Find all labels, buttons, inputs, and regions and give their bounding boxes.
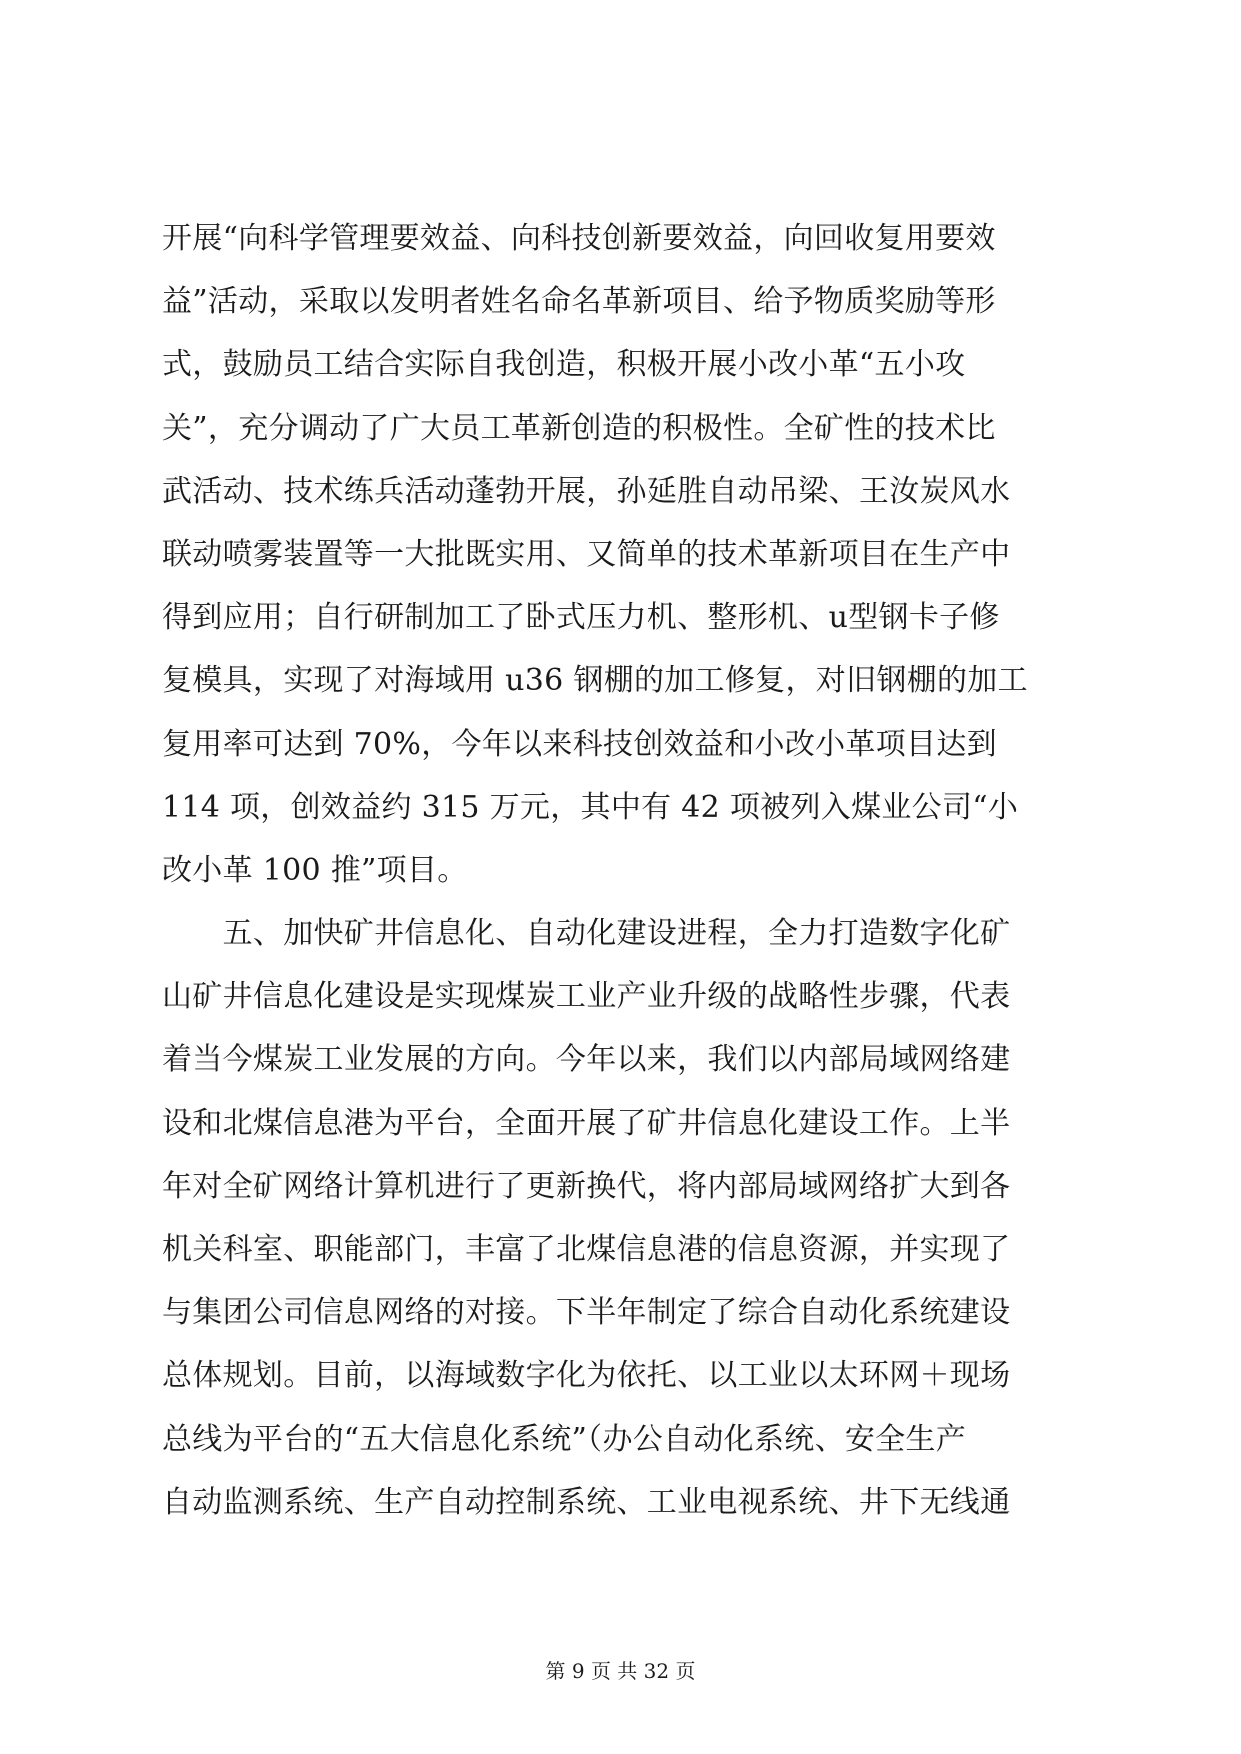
page-number-footer: 第 9 页 共 32 页	[545, 1659, 696, 1683]
text-line: 114 项，创效益约 315 万元，其中有 42 项被列入煤业公司“小	[162, 789, 1019, 825]
text-line: 自动监测系统、生产自动控制系统、工业电视系统、井下无线通	[162, 1484, 1011, 1520]
text-line: 复模具，实现了对海域用 u36 钢棚的加工修复，对旧钢棚的加工	[162, 663, 1028, 699]
text-line: 得到应用；自行研制加工了卧式压力机、整形机、u型钢卡子修	[162, 600, 1000, 636]
text-line: 益”活动，采取以发明者姓名命名革新项目、给予物质奖励等形	[162, 284, 996, 320]
text-line: 与集团公司信息网络的对接。下半年制定了综合自动化系统建设	[162, 1295, 1011, 1331]
text-line: 年对全矿网络计算机进行了更新换代，将内部局域网络扩大到各	[162, 1168, 1011, 1204]
text-line: 式，鼓励员工结合实际自我创造，积极开展小改小革“五小攻	[162, 347, 966, 383]
text-line: 总体规划。目前，以海域数字化为依托、以工业以太环网＋现场	[162, 1358, 1011, 1394]
text-line: 着当今煤炭工业发展的方向。今年以来，我们以内部局域网络建	[162, 1042, 1011, 1078]
text-line: 改小革 100 推”项目。	[162, 852, 468, 888]
text-line: 关”，充分调动了广大员工革新创造的积极性。全矿性的技术比	[162, 410, 996, 446]
text-line: 设和北煤信息港为平台，全面开展了矿井信息化建设工作。上半	[162, 1105, 1011, 1141]
text-line: 机关科室、职能部门，丰富了北煤信息港的信息资源，并实现了	[162, 1232, 1011, 1267]
text-line: 山矿井信息化建设是实现煤炭工业产业升级的战略性步骤，代表	[162, 979, 1011, 1015]
document-body	[162, 207, 1082, 1534]
text-line: 总线为平台的“五大信息化系统”（办公自动化系统、安全生产	[162, 1421, 967, 1457]
text-line: 五、加快矿井信息化、自动化建设进程，全力打造数字化矿	[162, 916, 1011, 952]
text-line: 武活动、技术练兵活动蓬勃开展，孙延胜自动吊梁、王汝炭风水	[162, 473, 1011, 509]
text-line: 开展“向科学管理要效益、向科技创新要效益，向回收复用要效	[162, 221, 996, 256]
text-line: 联动喷雾装置等一大批既实用、又简单的技术革新项目在生产中	[162, 536, 1011, 572]
text-line: 复用率可达到 70%，今年以来科技创效益和小改小革项目达到	[162, 726, 997, 762]
